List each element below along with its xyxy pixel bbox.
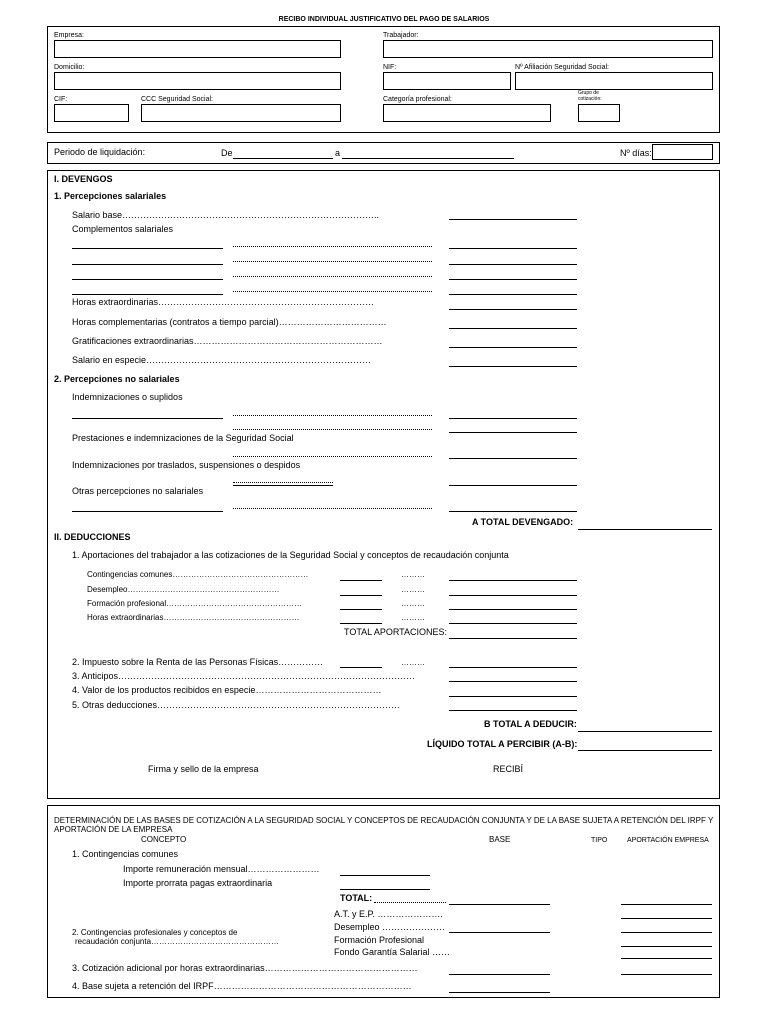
otras-percepciones-amount[interactable] bbox=[449, 511, 577, 512]
complemento-dots-3 bbox=[233, 276, 432, 277]
horas-extra-ded-label: Horas extraordinarias…………………………………………… bbox=[87, 613, 300, 622]
prestaciones-amount[interactable] bbox=[449, 458, 577, 459]
contingencias-tipo: ……… bbox=[401, 570, 425, 579]
periodo-label: Periodo de liquidación: bbox=[54, 147, 146, 157]
complemento-amount-3[interactable] bbox=[449, 279, 577, 280]
indemnizacion-dots-2 bbox=[233, 429, 432, 430]
complemento-amount-2[interactable] bbox=[449, 264, 577, 265]
bases-total-base[interactable] bbox=[449, 904, 550, 905]
contingencias-label: Contingencias comunes…………………………………………… bbox=[87, 570, 309, 579]
traslados-underline[interactable] bbox=[233, 485, 333, 486]
gratificaciones-amount[interactable] bbox=[449, 347, 577, 348]
periodo-de-line[interactable] bbox=[233, 158, 333, 159]
nif-label: NIF: bbox=[383, 64, 397, 71]
horas-comp-amount[interactable] bbox=[449, 328, 577, 329]
fogasa-aportacion[interactable] bbox=[621, 958, 712, 959]
anticipos-label: 3. Anticipos……………………………………………………………………………………… bbox=[72, 671, 416, 681]
at-ep-label: A.T. y E.P. …………………. bbox=[334, 909, 443, 919]
liquido-label: LÍQUIDO TOTAL A PERCIBIR (A-B): bbox=[427, 739, 578, 749]
domicilio-label: Domicilio: bbox=[54, 64, 85, 71]
bases-formacion-label: Formación Profesional bbox=[334, 935, 425, 945]
periodo-a-line[interactable] bbox=[342, 158, 514, 159]
fogasa-label: Fondo Garantía Salarial …… bbox=[334, 947, 451, 957]
empresa-label: Empresa: bbox=[54, 32, 84, 39]
categoria-label: Categoría profesional: bbox=[383, 96, 452, 103]
otras-percepciones-label: Otras percepciones no salariales bbox=[72, 486, 204, 496]
dias-field[interactable] bbox=[652, 144, 713, 160]
remuneracion-amount[interactable] bbox=[340, 875, 430, 876]
domicilio-field[interactable] bbox=[54, 72, 341, 90]
formacion-label: Formación profesional…………………………………………… bbox=[87, 599, 303, 608]
devengos-heading: I. DEVENGOS bbox=[54, 174, 113, 184]
complemento-concept-2[interactable] bbox=[72, 264, 223, 265]
complemento-dots-2 bbox=[233, 261, 432, 262]
irpf-amount[interactable] bbox=[449, 667, 577, 668]
tipo-header: TIPO bbox=[591, 837, 608, 844]
total-devengado-amount[interactable] bbox=[578, 529, 712, 530]
total-deducir-amount[interactable] bbox=[578, 731, 712, 732]
anticipos-amount[interactable] bbox=[449, 681, 577, 682]
cotizacion-adicional-aportacion[interactable] bbox=[621, 974, 712, 975]
complemento-concept-4[interactable] bbox=[72, 294, 223, 295]
bases-heading: DETERMINACIÓN DE LAS BASES DE COTIZACIÓN A LA SEGURIDAD SOCIAL Y CONCEPTOS DE RECAUDACIÓN CONJUNTA Y DE LA BASE SUJETA A RETENCIÓN DEL IRPF Y APORTACIÓN DE LA EMPRESA bbox=[54, 816, 714, 834]
irpf-base[interactable] bbox=[340, 667, 382, 668]
total-aportaciones-amount[interactable] bbox=[449, 638, 577, 639]
aportaciones-label: 1. Aportaciones del trabajador a las cotizaciones de la Seguridad Social y conceptos de recaudación conjunta bbox=[72, 550, 509, 560]
cotizacion-adicional-base[interactable] bbox=[449, 974, 550, 975]
especie-label: Salario en especie………………………………………………………………… bbox=[72, 355, 372, 365]
indemnizaciones-label: Indemnizaciones o suplidos bbox=[72, 392, 183, 402]
salariales-heading: 1. Percepciones salariales bbox=[54, 191, 167, 201]
formacion-tipo: ……… bbox=[401, 599, 425, 608]
traslados-dots bbox=[233, 482, 333, 483]
trabajador-label: Trabajador: bbox=[383, 32, 419, 39]
bases-desempleo-base[interactable] bbox=[449, 932, 550, 933]
desempleo-label: Desempleo………………………………………………… bbox=[87, 585, 280, 594]
horas-comp-label: Horas complementarias (contratos a tiempo parcial)……………………………… bbox=[72, 317, 387, 327]
document-title: RECIBO INDIVIDUAL JUSTIFICATIVO DEL PAGO DE SALARIOS bbox=[278, 16, 490, 23]
complemento-dots-4 bbox=[233, 291, 432, 292]
salario-base-label: Salario base………………………………………………………………………….. bbox=[72, 210, 380, 220]
cotizacion-adicional-label: 3. Cotización adicional por horas extraordinarias…………………………………………… bbox=[72, 963, 418, 973]
especie-amount[interactable] bbox=[449, 366, 577, 367]
base-irpf-label: 4. Base sujeta a retención del IRPF………………………………………………………… bbox=[72, 981, 412, 991]
valor-especie-amount[interactable] bbox=[449, 696, 577, 697]
formacion-amount[interactable] bbox=[449, 609, 577, 610]
concepto-header: CONCEPTO bbox=[141, 835, 187, 844]
gratificaciones-label: Gratificaciones extraordinarias……………………………………………………… bbox=[72, 336, 383, 346]
formacion-base[interactable] bbox=[340, 609, 382, 610]
complemento-concept-1[interactable] bbox=[72, 248, 223, 249]
grupo-field[interactable] bbox=[578, 104, 620, 122]
indemnizacion-dots-1 bbox=[233, 415, 432, 416]
complemento-dots-1 bbox=[233, 246, 432, 247]
horas-extra-amount[interactable] bbox=[449, 309, 577, 310]
otras-deducciones-amount[interactable] bbox=[449, 710, 577, 711]
dias-label: Nº días: bbox=[620, 148, 652, 158]
complemento-concept-3[interactable] bbox=[72, 279, 223, 280]
ccc-field[interactable] bbox=[141, 104, 341, 122]
nif-field[interactable] bbox=[383, 72, 511, 90]
cif-field[interactable] bbox=[54, 104, 129, 122]
aportacion-header: APORTACIÓN EMPRESA bbox=[627, 837, 709, 844]
horas-extra-label: Horas extraordinarias……………………………………………………………… bbox=[72, 297, 375, 307]
trabajador-field[interactable] bbox=[383, 40, 713, 58]
recibi-label: RECIBÍ bbox=[493, 764, 524, 774]
horas-extra-ded-tipo: ……… bbox=[401, 613, 425, 622]
deducciones-heading: II. DEDUCCIONES bbox=[54, 532, 131, 542]
total-aportaciones-label: TOTAL APORTACIONES: bbox=[344, 627, 448, 637]
traslados-amount[interactable] bbox=[449, 485, 577, 486]
bases-contingencias-label: 1. Contingencias comunes bbox=[72, 849, 179, 859]
valor-especie-label: 4. Valor de los productos recibidos en especie…………………………………… bbox=[72, 685, 382, 695]
complemento-amount-4[interactable] bbox=[449, 294, 577, 295]
contingencias-amount[interactable] bbox=[449, 580, 577, 581]
complementos-label: Complementos salariales bbox=[72, 224, 174, 234]
no-salariales-heading: 2. Percepciones no salariales bbox=[54, 374, 180, 384]
total-deducir-label: B TOTAL A DEDUCIR: bbox=[484, 719, 577, 729]
profesionales-label-2: recaudación conjunta………………………………………… bbox=[75, 937, 280, 946]
indemnizacion-amount-2[interactable] bbox=[449, 432, 577, 433]
bases-desempleo-label: Desempleo ………………… bbox=[334, 922, 446, 932]
otras-deducciones-label: 5. Otras deducciones……………………………………………………………………… bbox=[72, 700, 401, 710]
traslados-label: Indemnizaciones por traslados, suspensiones o despidos bbox=[72, 460, 301, 470]
irpf-label: 2. Impuesto sobre la Renta de las Personas Físicas…………… bbox=[72, 657, 324, 667]
periodo-de-label: De bbox=[221, 148, 233, 158]
categoria-field[interactable] bbox=[383, 104, 551, 122]
indemnizacion-concept-1[interactable] bbox=[72, 418, 223, 419]
desempleo-tipo: ……… bbox=[401, 585, 425, 594]
total-devengado-label: A TOTAL DEVENGADO: bbox=[472, 517, 574, 527]
at-ep-aportacion[interactable] bbox=[621, 918, 712, 919]
salario-base-amount[interactable] bbox=[449, 219, 577, 220]
prestaciones-label: Prestaciones e indemnizaciones de la Seguridad Social bbox=[72, 433, 294, 443]
indemnizacion-amount-1[interactable] bbox=[449, 418, 577, 419]
firma-label: Firma y sello de la empresa bbox=[148, 764, 259, 774]
horas-extra-ded-amount[interactable] bbox=[449, 623, 577, 624]
bases-formacion-aportacion[interactable] bbox=[621, 946, 712, 947]
horas-extra-ded-base[interactable] bbox=[340, 623, 382, 624]
otras-percepciones-dots bbox=[233, 508, 432, 509]
contingencias-base[interactable] bbox=[340, 580, 382, 581]
grupo-label: Grupo de cotización: bbox=[578, 90, 602, 102]
irpf-tipo: ……… bbox=[401, 658, 425, 667]
liquido-amount[interactable] bbox=[578, 750, 712, 751]
periodo-a-label: a bbox=[335, 148, 341, 158]
prorrata-label: Importe prorrata pagas extraordinaria bbox=[123, 878, 273, 888]
prorrata-amount[interactable] bbox=[340, 889, 430, 890]
complemento-amount-1[interactable] bbox=[449, 248, 577, 249]
afiliacion-label: Nº Afiliación Seguridad Social: bbox=[515, 64, 609, 71]
bases-desempleo-aportacion[interactable] bbox=[621, 932, 712, 933]
base-header: BASE bbox=[489, 835, 511, 844]
prestaciones-dots bbox=[233, 456, 432, 457]
remuneracion-label: Importe remuneración mensual…………………… bbox=[123, 864, 320, 874]
otras-percepciones-concept[interactable] bbox=[72, 511, 223, 512]
empresa-field[interactable] bbox=[54, 40, 341, 58]
desempleo-base[interactable] bbox=[340, 595, 382, 596]
profesionales-label-1: 2. Contingencias profesionales y conceptos de bbox=[72, 928, 238, 937]
desempleo-amount[interactable] bbox=[449, 595, 577, 596]
bases-total-aportacion[interactable] bbox=[621, 904, 712, 905]
cif-label: CIF: bbox=[54, 96, 68, 103]
base-irpf-amount[interactable] bbox=[449, 992, 550, 993]
bases-total-label: TOTAL: bbox=[340, 893, 373, 903]
afiliacion-field[interactable] bbox=[515, 72, 713, 90]
bases-total-dots bbox=[374, 902, 446, 903]
ccc-label: CCC Seguridad Social: bbox=[141, 96, 213, 103]
